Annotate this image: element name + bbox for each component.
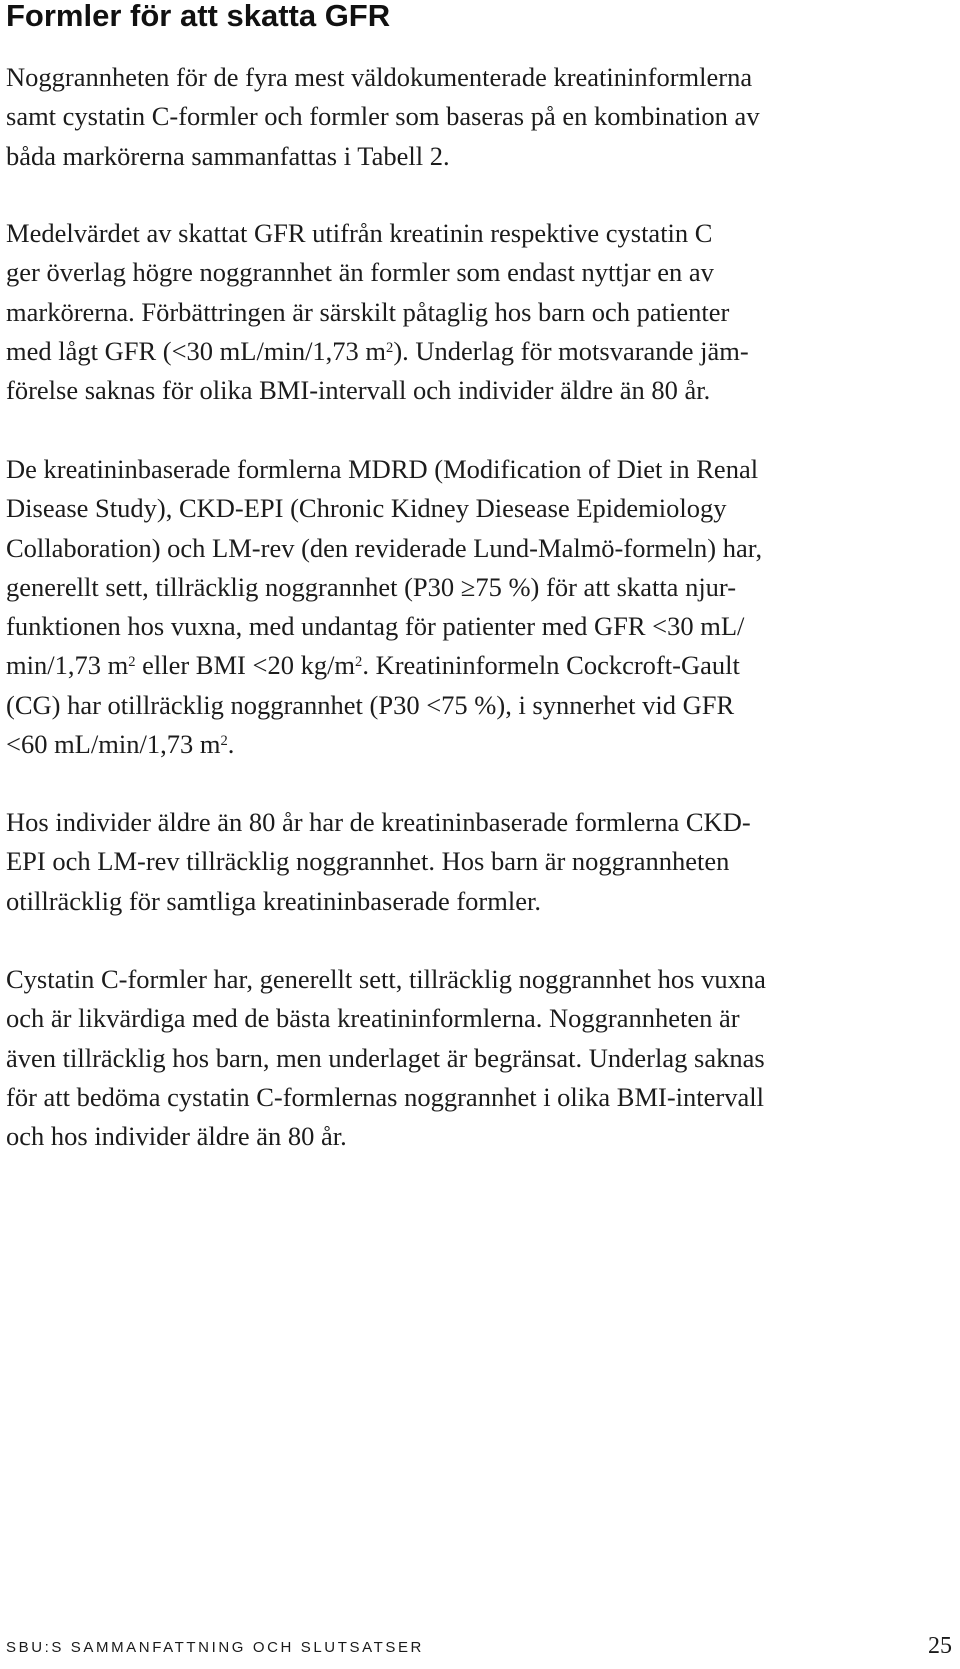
- text-line: Cystatin C-formler har, generellt sett, tillräcklig noggrannhet hos vuxna: [6, 964, 766, 994]
- text-line: Medelvärdet av skattat GFR utifrån kreatinin respektive cystatin C: [6, 218, 713, 248]
- text-line: Hos individer äldre än 80 år har de kreatininbaserade formlerna CKD-: [6, 807, 751, 837]
- text-line: för att bedöma cystatin C-formlernas noggrannhet i olika BMI-intervall: [6, 1081, 764, 1112]
- text-line: [6, 725, 956, 764]
- text-run: min/1,73 m: [6, 650, 129, 681]
- text-line: [6, 332, 956, 371]
- text-line: samt cystatin C-formler och formler som baseras på en kombination av: [6, 101, 760, 132]
- text-line: även tillräcklig hos barn, men underlaget är begränsat. Underlag saknas: [6, 1042, 765, 1073]
- paragraph-1: [6, 58, 956, 176]
- superscript: 2: [128, 654, 136, 671]
- page-number: 25: [928, 1633, 952, 1659]
- text-line: båda markörerna sammanfattas i Tabell 2.: [6, 140, 450, 171]
- superscript: 2: [220, 733, 228, 750]
- text-line: ger överlag högre noggrannhet än formler som endast nyttjar en av: [6, 257, 714, 288]
- text-line: och är likvärdiga med de bästa kreatininformlerna. Noggrannheten är: [6, 1003, 740, 1034]
- text-run: <60 mL/min/1,73 m: [6, 729, 221, 760]
- superscript: 2: [355, 654, 363, 671]
- text-run: eller BMI <20 kg/m: [135, 650, 356, 681]
- paragraph-3: [6, 450, 956, 764]
- paragraph-2: [6, 214, 956, 410]
- text-line: funktionen hos vuxna, med undantag för patienter med GFR <30 mL/: [6, 611, 745, 642]
- text-line: EPI och LM-rev tillräcklig noggrannhet. Hos barn är noggrannheten: [6, 846, 730, 877]
- text-line: (CG) har otillräcklig noggrannhet (P30 <75 %), i synnerhet vid GFR: [6, 689, 735, 720]
- text-run: .: [227, 729, 235, 760]
- text-run: ). Underlag för motsvarande jäm-: [393, 335, 749, 366]
- text-line: och hos individer äldre än 80 år.: [6, 1121, 347, 1152]
- superscript: 2: [386, 339, 394, 356]
- text-line: Disease Study), CKD-EPI (Chronic Kidney Diesease Epidemiology: [6, 493, 727, 524]
- text-line: De kreatininbaserade formlerna MDRD (Modification of Diet in Renal: [6, 454, 759, 484]
- text-line: Collaboration) och LM-rev (den reviderade Lund-Malmö-formeln) har,: [6, 532, 763, 563]
- text-line: generellt sett, tillräcklig noggrannhet (P30 ≥75 %) för att skatta njur-: [6, 571, 737, 602]
- text-line: markörerna. Förbättringen är särskilt påtaglig hos barn och patienter: [6, 296, 730, 327]
- section-heading: Formler för att skatta GFR: [6, 0, 391, 33]
- text-run: med lågt GFR (<30 mL/min/1,73 m: [6, 335, 387, 366]
- text-run: . Kreatininformeln Cockcroft-Gault: [362, 650, 740, 681]
- paragraph-5: [6, 960, 956, 1156]
- text-line: [6, 646, 956, 685]
- text-line: förelse saknas för olika BMI-intervall och individer äldre än 80 år.: [6, 375, 711, 406]
- text-line: otillräcklig för samtliga kreatininbaserade formler.: [6, 885, 541, 916]
- paragraph-4: [6, 803, 956, 921]
- running-footer: SBU:S SAMMANFATTNING OCH SLUTSATSER: [6, 1639, 424, 1656]
- text-line: Noggrannheten för de fyra mest väldokumenterade kreatininformlerna: [6, 62, 753, 92]
